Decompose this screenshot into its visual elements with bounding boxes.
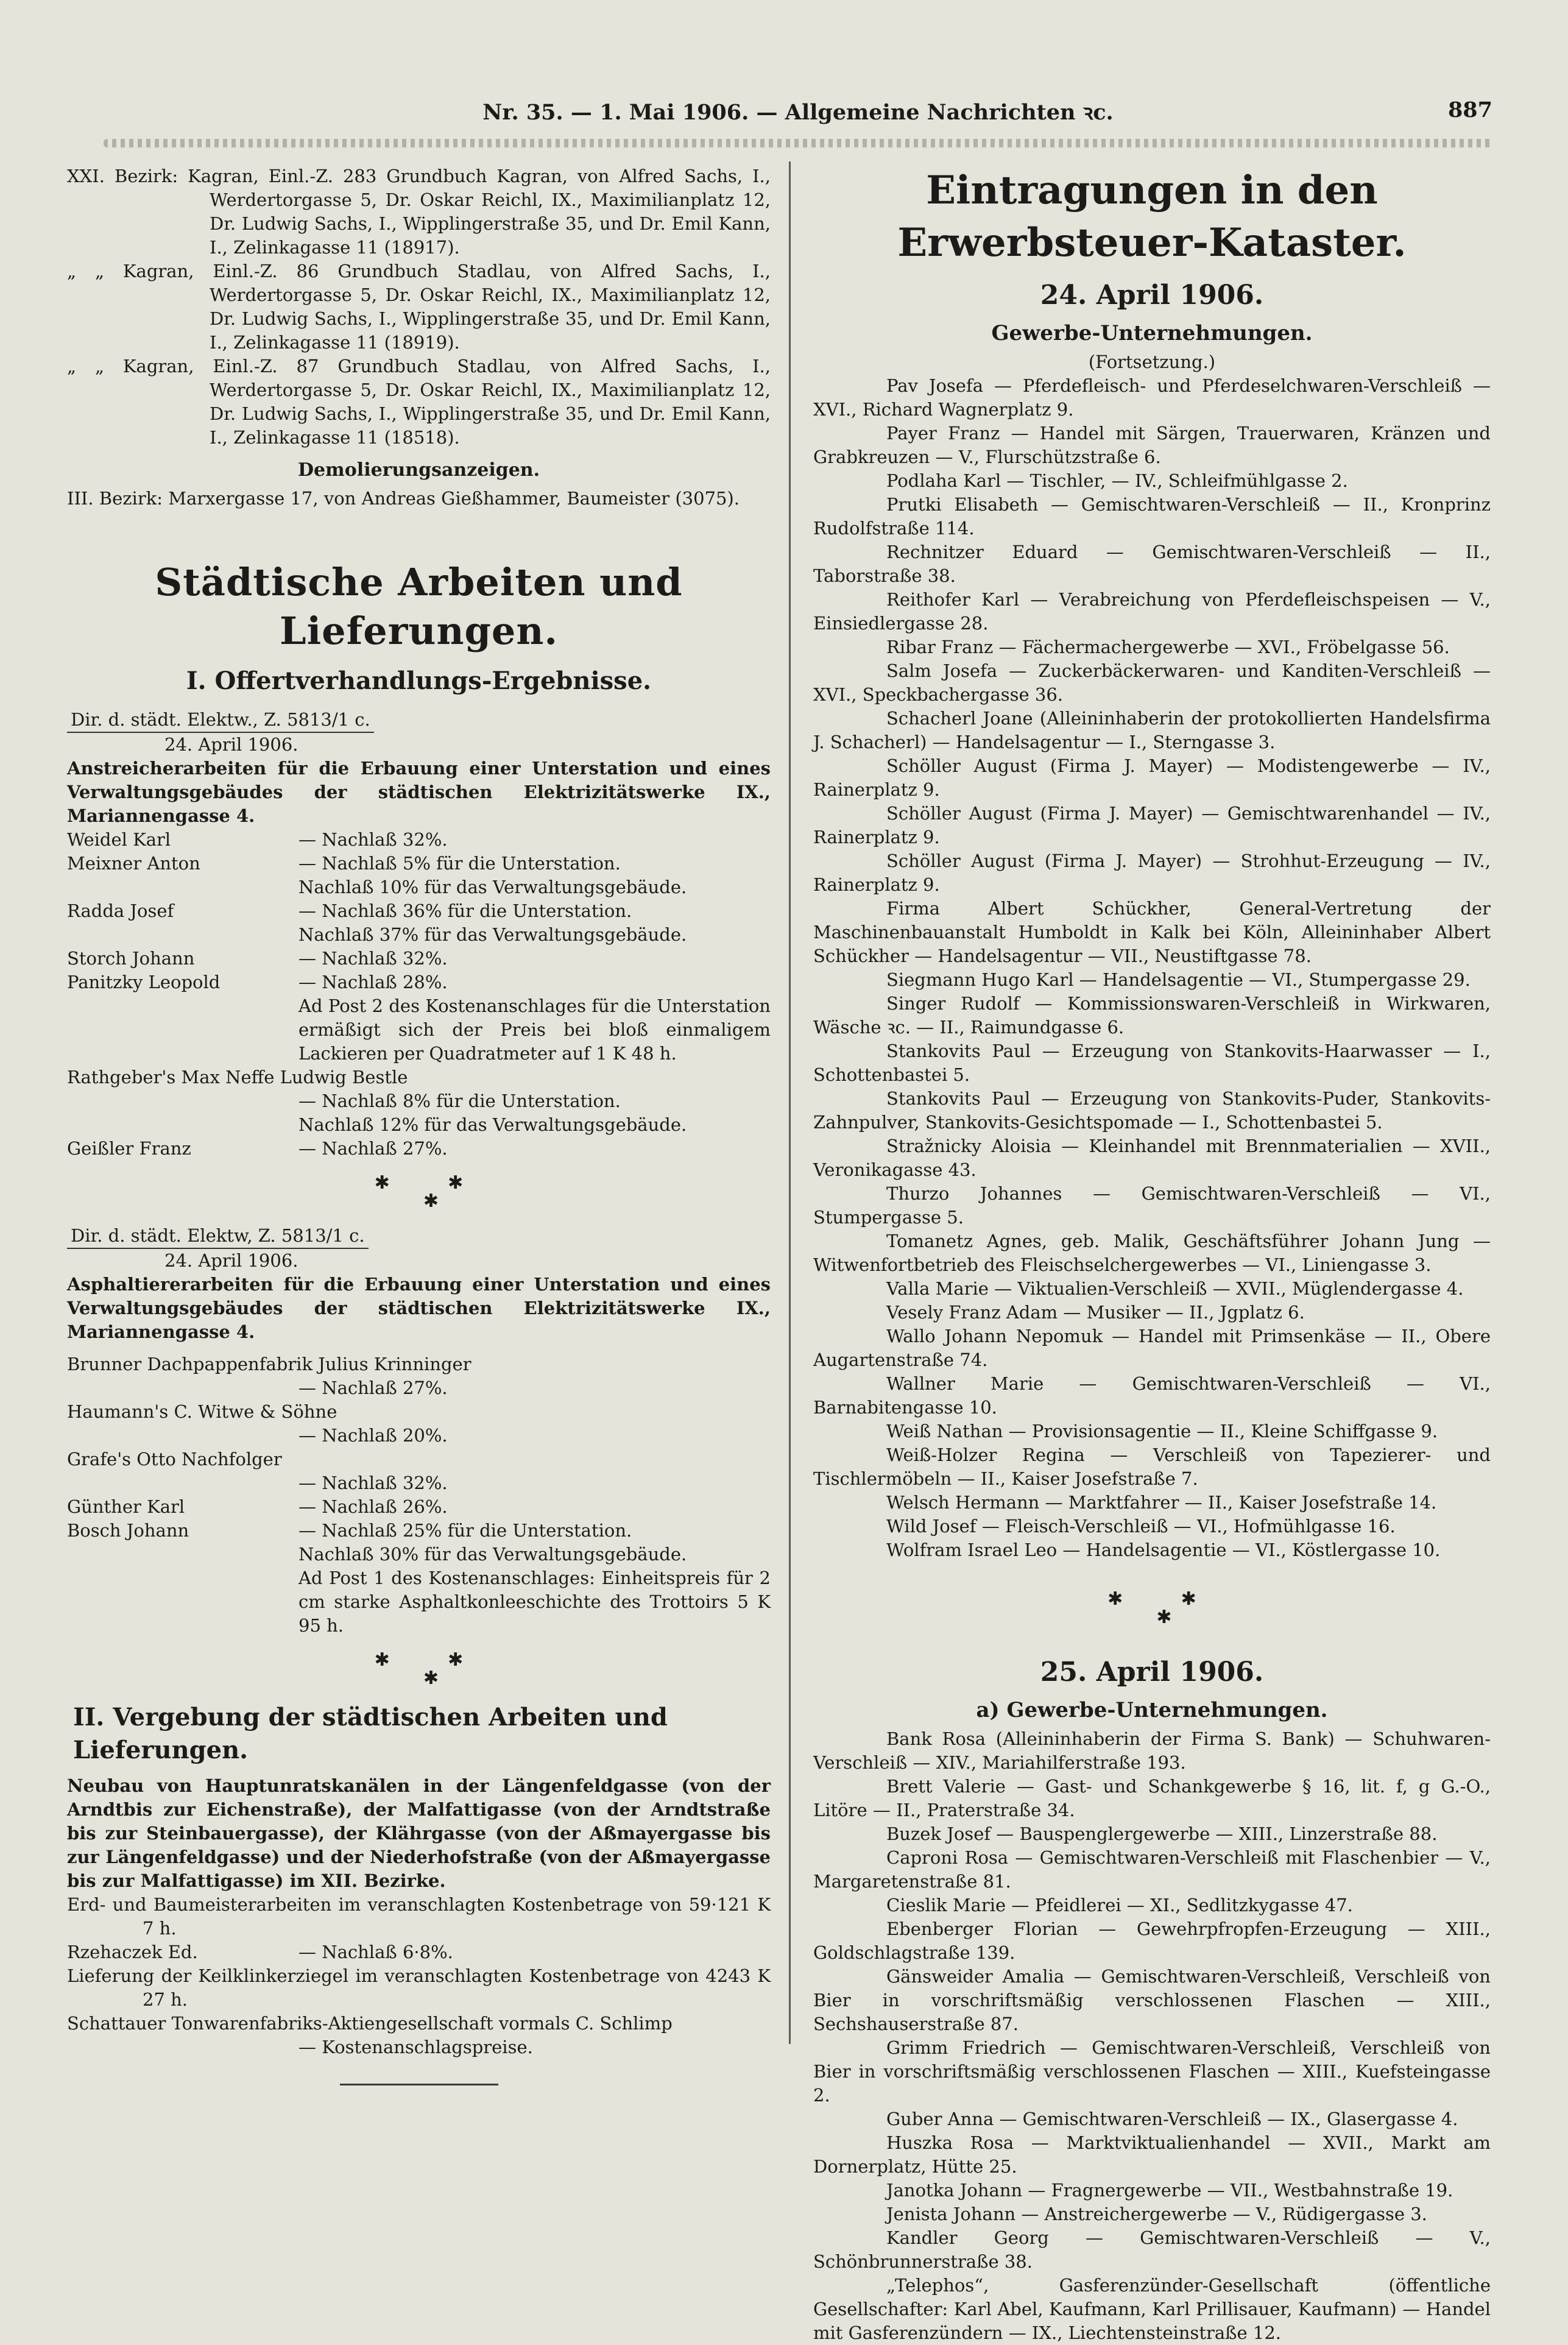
bidder-name: Rzehaczek Ed. bbox=[67, 1942, 198, 1962]
left-column bbox=[67, 164, 771, 2085]
register-entry: Weiß-Holzer Regina — Verschleiß von Tapezierer- und Tischlermöbeln — II., Kaiser Josefstraße 7. bbox=[813, 1445, 1491, 1489]
register-entry: Schacherl Joane (Alleininhaberin der protokollierten Handelsfirma J. Schacherl) — Handelsagentur — I., Sterngasse 3. bbox=[813, 708, 1491, 752]
issue-line: Nr. 35. — 1. Mai 1906. — Allgemeine Nachrichten ꝛc. bbox=[482, 100, 1114, 125]
register-entry: Welsch Hermann — Marktfahrer — II., Kaiser Josefstraße 14. bbox=[886, 1492, 1437, 1513]
block-description: Anstreicherarbeiten für die Erbauung einer Unterstation und eines Verwaltungsgebäudes der städtischen Elektrizitätswerke IX., Mariannengasse 4. bbox=[67, 758, 771, 826]
register-entry: Kandler Georg — Gemischtwaren-Verschleiß — V., Schönbrunnerstraße 38. bbox=[813, 2227, 1491, 2272]
page-number: 887 bbox=[1447, 97, 1492, 122]
register-entry: Weiß Nathan — Provisionsagentie — II., Kleine Schiffgasse 9. bbox=[886, 1421, 1438, 1441]
register-entry: Guber Anna — Gemischtwaren-Verschleiß — IX., Glasergasse 4. bbox=[886, 2109, 1458, 2129]
demolition-entry: III. Bezirk: Marxergasse 17, von Andreas Gießhammer, Baumeister (3075). bbox=[67, 488, 740, 509]
bid-value: — Nachlaß 28%. bbox=[298, 972, 448, 992]
bidder-name: Storch Johann bbox=[67, 948, 195, 969]
end-rule bbox=[340, 2084, 498, 2085]
bidder-name: Brunner Dachpappenfabrik Julius Krinninger bbox=[67, 1354, 471, 1374]
bid-value: Nachlaß 37% für das Verwaltungsgebäude. bbox=[298, 924, 687, 945]
section-title: Städtische Arbeiten und Lieferungen. bbox=[155, 560, 683, 653]
bid-value: Nachlaß 10% für das Verwaltungsgebäude. bbox=[298, 877, 687, 897]
register-entry: Payer Franz — Handel mit Särgen, Trauerwaren, Kränzen und Grabkreuzen — V., Flurschützstraße 6. bbox=[813, 423, 1491, 467]
register-entry: Wallner Marie — Gemischtwaren-Verschleiß — VI., Barnabitengasse 10. bbox=[813, 1373, 1491, 1418]
register-entry: Stankovits Paul — Erzeugung von Stankovits-Haarwasser — I., Schottenbastei 5. bbox=[813, 1041, 1491, 1085]
register-entries-2 bbox=[813, 1727, 1491, 2345]
date-heading: 25. April 1906. bbox=[1040, 1657, 1264, 1688]
register-entry: Rechnitzer Eduard — Gemischtwaren-Verschleiß — II., Taborstraße 38. bbox=[813, 542, 1491, 586]
register-entry: Bank Rosa (Alleininhaberin der Firma S. Bank) — Schuhwaren-Verschleiß — XIV., Mariahilferstraße 193. bbox=[813, 1728, 1491, 1773]
bidder-name: Weidel Karl bbox=[67, 829, 171, 850]
block-date: 24. April 1906. bbox=[164, 734, 298, 755]
bid-row bbox=[67, 947, 771, 971]
register-entry: Valla Marie — Viktualien-Verschleiß — XVII., Müglendergasse 4. bbox=[886, 1278, 1464, 1299]
bid-row bbox=[67, 1519, 771, 1543]
bid-row bbox=[67, 971, 771, 994]
bid-note: Ad Post 2 des Kostenanschlages für die Unterstation ermäßigt sich der Preis bei bloß einmaligem Lackieren per Quadratmeter auf 1 K 48 h. bbox=[298, 996, 771, 1064]
register-entry: Reithofer Karl — Verabreichung von Pferdefleischspeisen — V., Einsiedlergasse 28. bbox=[813, 589, 1491, 634]
register-entry: Singer Rudolf — Kommissionswaren-Verschleiß in Wirkwaren, Wäsche ꝛc. — II., Raimundgasse 6. bbox=[813, 993, 1491, 1038]
award-description: Neubau von Hauptunratskanälen in der Längenfeldgasse (von der Arndtbis zur Eichenstraße), der Malfattigasse (von der Arndtstraße bis zur Steinbauergasse), der Klährgasse (von der Aßmayergasse bis zur Längenfeldgasse) und der Niederhofstraße (von der Aßmayergasse bis zur Malfattigasse) im XII. Bezirke. bbox=[67, 1775, 771, 1891]
bidder-name: Panitzky Leopold bbox=[67, 972, 221, 992]
block-description: Asphaltiererarbeiten für die Erbauung einer Unterstation und eines Verwaltungsgebäudes der städtischen Elektrizitätswerke IX., Mariannengasse 4. bbox=[67, 1274, 771, 1342]
bid-row bbox=[67, 899, 771, 923]
district-entry: XXI. Bezirk: Kagran, Einl.-Z. 283 Grundbuch Kagran, von Alfred Sachs, I., Werdertorgasse 5, Dr. Oskar Reichl, IX., Maximilianplatz 12, Dr. Ludwig Sachs, I., Wipplingerstraße 35, und Dr. Emil Kann, I., Zelinkagasse 11 (18917). bbox=[67, 166, 771, 258]
reference-number: Dir. d. städt. Elektw, Z. 5813/1 c. bbox=[67, 1224, 369, 1249]
register-entry: Siegmann Hugo Karl — Handelsagentie — VI., Stumpergasse 29. bbox=[886, 969, 1471, 990]
register-entry: Vesely Franz Adam — Musiker — II., Jgplatz 6. bbox=[886, 1302, 1305, 1323]
register-entry: Schöller August (Firma J. Mayer) — Modistengewerbe — IV., Rainerplatz 9. bbox=[813, 755, 1491, 800]
register-entry: Prutki Elisabeth — Gemischtwaren-Verschleiß — II., Kronprinz Rudolfstraße 114. bbox=[813, 494, 1491, 539]
bid-row bbox=[67, 1495, 771, 1519]
register-entry: Cieslik Marie — Pfeidlerei — XI., Sedlitzkygasse 47. bbox=[886, 1895, 1353, 1915]
reference-number: Dir. d. städt. Elektw., Z. 5813/1 c. bbox=[67, 708, 374, 733]
bidder-name: Radda Josef bbox=[67, 900, 174, 921]
bid-value: — Nachlaß 6·8%. bbox=[298, 1942, 453, 1962]
demolition-heading: Demolierungsanzeigen. bbox=[297, 459, 540, 481]
register-entry: Jenista Johann — Anstreichergewerbe — V., Rüdigergasse 3. bbox=[886, 2204, 1427, 2224]
bidder-name: Grafe's Otto Nachfolger bbox=[67, 1449, 282, 1470]
register-entry: Wallo Johann Nepomuk — Handel mit Primsenkäse — II., Obere Augartenstraße 74. bbox=[813, 1326, 1491, 1370]
bid-value: — Nachlaß 20%. bbox=[298, 1425, 448, 1446]
bidder-name: Rathgeber's Max Neffe Ludwig Bestle bbox=[67, 1067, 408, 1088]
bid-value: — Nachlaß 32%. bbox=[298, 1473, 448, 1493]
continuation-note: (Fortsetzung.) bbox=[1088, 352, 1216, 372]
date-heading: 24. April 1906. bbox=[1040, 280, 1264, 311]
right-title: Eintragungen in den Erwerbsteuer-Kataster. bbox=[897, 168, 1407, 266]
right-column bbox=[813, 164, 1491, 2345]
register-entry: Firma Albert Schückher, General-Vertretung der Maschinenbauanstalt Humboldt in Kalk bei Köln, Alleininhaber Albert Schückher — Handelsagentur — VII., Neustiftgasse 78. bbox=[813, 898, 1491, 966]
subsection-title-awards: II. Vergebung der städtischen Arbeiten und Lieferungen. bbox=[73, 1703, 668, 1764]
district-entry: „ „ Kagran, Einl.-Z. 87 Grundbuch Stadlau, von Alfred Sachs, I., Werdertorgasse 5, Dr. Oskar Reichl, IX., Maximilianplatz 12, Dr. Ludwig Sachs, I., Wipplingerstraße 35, und Dr. Emil Kann, I., Zelinkagasse 11 (18518). bbox=[67, 356, 771, 448]
bid-row bbox=[67, 1137, 771, 1161]
bid-value: — Nachlaß 25% für die Unterstation. bbox=[298, 1520, 632, 1541]
register-entry: Schöller August (Firma J. Mayer) — Strohhut-Erzeugung — IV., Rainerplatz 9. bbox=[813, 851, 1491, 895]
register-entry: Schöller August (Firma J. Mayer) — Gemischtwarenhandel — IV., Rainerplatz 9. bbox=[813, 803, 1491, 847]
bid-value: Nachlaß 12% für das Verwaltungsgebäude. bbox=[298, 1114, 687, 1135]
register-entry: Huszka Rosa — Marktviktualienhandel — XVII., Markt am Dornerplatz, Hütte 25. bbox=[813, 2132, 1491, 2177]
offer-block-1 bbox=[67, 708, 771, 1161]
bidder-name: Schattauer Tonwarenfabriks-Aktiengesellschaft vormals C. Schlimp bbox=[67, 2013, 673, 2034]
register-entry: Caproni Rosa — Gemischtwaren-Verschleiß mit Flaschenbier — V., Margaretenstraße 81. bbox=[813, 1847, 1491, 1892]
separator-stars: ✱ ✱ ✱ bbox=[1107, 1588, 1196, 1628]
bidder-name: Günther Karl bbox=[67, 1496, 185, 1517]
award-item: Erd- und Baumeisterarbeiten im veranschlagten Kostenbetrage von 59·121 K 7 h. bbox=[67, 1894, 771, 1939]
register-entry: Thurzo Johannes — Gemischtwaren-Verschleiß — VI., Stumpergasse 5. bbox=[813, 1183, 1491, 1228]
column-divider bbox=[789, 161, 791, 2044]
page-header bbox=[104, 97, 1492, 134]
register-entry: Stražnicky Aloisia — Kleinhandel mit Brennmaterialien — XVII., Veronikagasse 43. bbox=[813, 1136, 1491, 1180]
bid-value: — Kostenanschlagspreise. bbox=[298, 2037, 533, 2057]
register-entry: Wolfram Israel Leo — Handelsagentie — VI., Köstlergasse 10. bbox=[886, 1540, 1441, 1560]
bid-row bbox=[67, 828, 771, 852]
bid-value: — Nachlaß 8% für die Unterstation. bbox=[298, 1091, 621, 1111]
register-entry: Janotka Johann — Fragnergewerbe — VII., Westbahnstraße 19. bbox=[886, 2180, 1453, 2201]
bid-value: — Nachlaß 26%. bbox=[298, 1496, 448, 1517]
register-entry: Ebenberger Florian — Gewehrpfropfen-Erzeugung — XIII., Goldschlagstraße 139. bbox=[813, 1919, 1491, 1963]
bidder-name: Geißler Franz bbox=[67, 1138, 191, 1159]
bidder-name: Bosch Johann bbox=[67, 1520, 189, 1541]
register-entries-1 bbox=[813, 374, 1491, 1562]
subsection-heading: a) Gewerbe-Unternehmungen. bbox=[976, 1698, 1328, 1722]
register-entry: Buzek Josef — Bauspenglergewerbe — XIII., Linzerstraße 88. bbox=[886, 1823, 1438, 1844]
register-entry: Podlaha Karl — Tischler, — IV., Schleifmühlgasse 2. bbox=[886, 470, 1348, 491]
register-entry: Wild Josef — Fleisch-Verschleiß — VI., Hofmühlgasse 16. bbox=[886, 1516, 1396, 1537]
register-entry: Grimm Friedrich — Gemischtwaren-Verschleiß, Verschleiß von Bier in vorschriftsmäßig verschlossenen Flaschen — XIII., Kuefsteingasse 2. bbox=[813, 2037, 1491, 2106]
bid-value: — Nachlaß 5% für die Unterstation. bbox=[298, 853, 621, 874]
register-entry: „Telephos“, Gasferenzünder-Gesellschaft (öffentliche Gesellschafter: Karl Abel, Kaufmann, Karl Prillisauer, Kaufmann) — Handel mit Gasferenzündern — IX., Liechtensteinstraße 12. bbox=[813, 2275, 1491, 2343]
offer-block-2 bbox=[67, 1224, 771, 1638]
bid-value: — Nachlaß 27%. bbox=[298, 1138, 448, 1159]
bid-value: — Nachlaß 32%. bbox=[298, 948, 448, 969]
subsection-title-offers: I. Offertverhandlungs-Ergebnisse. bbox=[186, 667, 652, 695]
separator-stars: ✱ ✱ ✱ bbox=[374, 1649, 464, 1689]
register-entry: Pav Josefa — Pferdefleisch- und Pferdeselchwaren-Verschleiß — XVI., Richard Wagnerplatz 9. bbox=[813, 375, 1491, 420]
register-entry: Stankovits Paul — Erzeugung von Stankovits-Puder, Stankovits-Zahnpulver, Stankovits-Gesichtspomade — I., Schottenbastei 5. bbox=[813, 1088, 1491, 1133]
register-entry: Gänsweider Amalia — Gemischtwaren-Verschleiß, Verschleiß von Bier in vorschriftsmäßig verschlossenen Flaschen — XIII., Sechshauserstraße 87. bbox=[813, 1966, 1491, 2034]
header-rule bbox=[104, 139, 1492, 147]
bid-value: — Nachlaß 27%. bbox=[298, 1378, 448, 1398]
register-entry: Salm Josefa — Zuckerbäckerwaren- und Kanditen-Verschleiß — XVI., Speckbachergasse 36. bbox=[813, 660, 1491, 705]
subsection-heading: Gewerbe-Unternehmungen. bbox=[991, 321, 1313, 345]
bidder-name: Meixner Anton bbox=[67, 853, 200, 874]
bidder-name: Haumann's C. Witwe & Söhne bbox=[67, 1401, 337, 1422]
bid-row bbox=[67, 1940, 771, 1964]
bid-value: Nachlaß 30% für das Verwaltungsgebäude. bbox=[298, 1544, 687, 1565]
district-entry: „ „ Kagran, Einl.-Z. 86 Grundbuch Stadlau, von Alfred Sachs, I., Werdertorgasse 5, Dr. Oskar Reichl, IX., Maximilianplatz 12, Dr. Ludwig Sachs, I., Wipplingerstraße 35, und Dr. Emil Kann, I., Zelinkagasse 11 (18919). bbox=[67, 261, 771, 353]
award-item: Lieferung der Keilklinkerziegel im veranschlagten Kostenbetrage von 4243 K 27 h. bbox=[67, 1965, 771, 2010]
bid-note: Ad Post 1 des Kostenanschlages: Einheitspreis für 2 cm starke Asphaltkonleeschichte des Trottoirs 5 K 95 h. bbox=[298, 1568, 771, 1636]
block-date: 24. April 1906. bbox=[164, 1250, 298, 1271]
register-entry: Brett Valerie — Gast- und Schankgewerbe § 16, lit. f, g G.-O., Litöre — II., Praterstraße 34. bbox=[813, 1776, 1491, 1820]
bid-value: — Nachlaß 36% für die Unterstation. bbox=[298, 900, 632, 921]
bid-value: — Nachlaß 32%. bbox=[298, 829, 448, 850]
bid-row bbox=[67, 852, 771, 875]
register-entry: Ribar Franz — Fächermachergewerbe — XVI., Fröbelgasse 56. bbox=[886, 637, 1450, 657]
separator-stars: ✱ ✱ ✱ bbox=[374, 1172, 464, 1212]
register-entry: Tomanetz Agnes, geb. Malik, Geschäftsführer Johann Jung — Witwenfortbetrieb des Fleischselchergewerbes — VI., Liniengasse 3. bbox=[813, 1231, 1491, 1275]
